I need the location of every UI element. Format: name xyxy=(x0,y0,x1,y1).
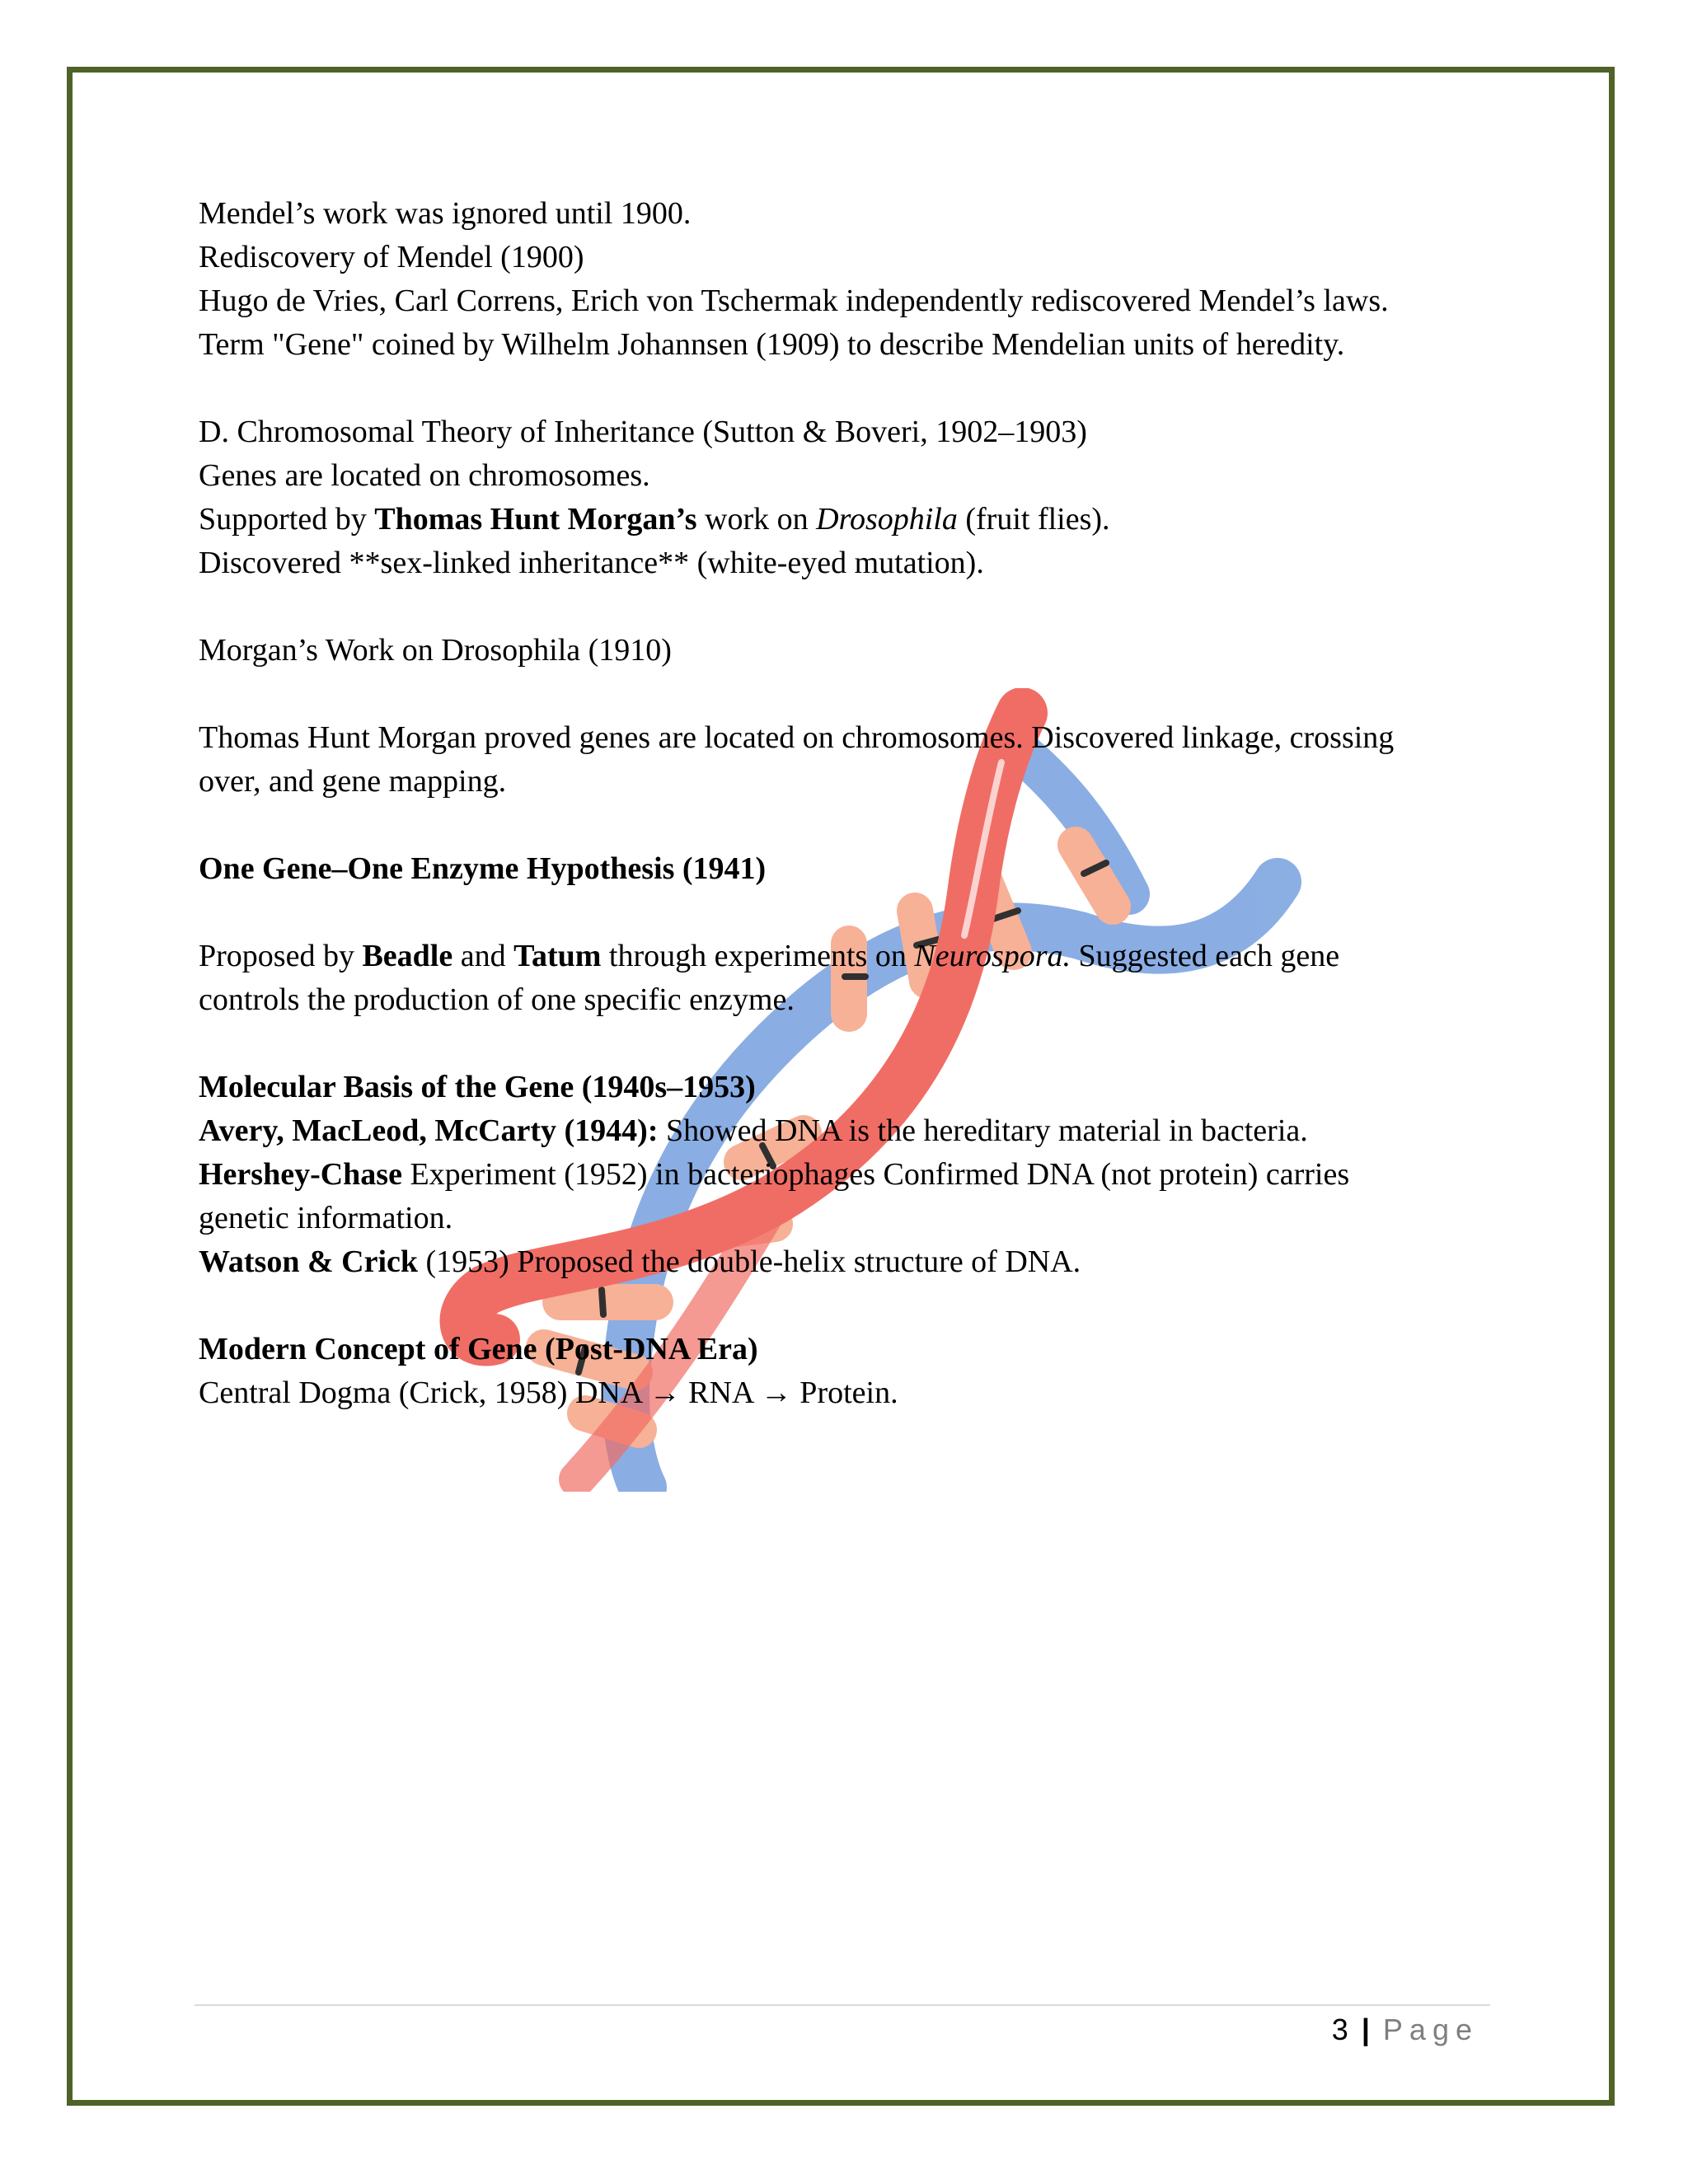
footer-divider xyxy=(195,2004,1490,2006)
section-heading: Morgan’s Work on Drosophila (1910) xyxy=(199,633,672,668)
page-label: Page xyxy=(1382,2013,1479,2046)
text-line: Proposed by Beadle and Tatum through experiments on Neurospora. Suggested each gene xyxy=(199,939,1340,973)
text-line: Term "Gene" coined by Wilhelm Johannsen (1909) to describe Mendelian units of heredity. xyxy=(199,327,1345,362)
text-line: Genes are located on chromosomes. xyxy=(199,458,650,493)
text-line: Hershey-Chase Experiment (1952) in bacteriophages Confirmed DNA (not protein) carries xyxy=(199,1157,1350,1192)
section-heading: One Gene–One Enzyme Hypothesis (1941) xyxy=(199,851,767,886)
text-line: Avery, MacLeod, McCarty (1944): Showed DNA is the hereditary material in bacteria. xyxy=(199,1113,1308,1148)
text-line: Mendel’s work was ignored until 1900. xyxy=(199,196,692,231)
page-footer xyxy=(1332,2008,1479,2052)
page-body xyxy=(199,192,1517,1415)
text-line: Discovered **sex-linked inheritance** (white-eyed mutation). xyxy=(199,546,984,580)
section-heading: D. Chromosomal Theory of Inheritance (Sutton & Boveri, 1902–1903) xyxy=(199,415,1087,449)
text-line: Thomas Hunt Morgan proved genes are located on chromosomes. Discovered linkage, crossing xyxy=(199,720,1395,755)
text-line: Rediscovery of Mendel (1900) xyxy=(199,240,584,274)
text-line: Supported by Thomas Hunt Morgan’s work on Drosophila (fruit flies). xyxy=(199,502,1110,537)
text-line: controls the production of one specific enzyme. xyxy=(199,982,795,1017)
text-line: Watson & Crick (1953) Proposed the double-helix structure of DNA. xyxy=(199,1244,1081,1279)
text-line: Central Dogma (Crick, 1958) DNA → RNA → Protein. xyxy=(199,1376,898,1410)
footer-separator: | xyxy=(1361,2013,1370,2046)
text-line: genetic information. xyxy=(199,1201,453,1235)
page-number: 3 xyxy=(1331,2013,1348,2046)
section-heading: Molecular Basis of the Gene (1940s–1953) xyxy=(199,1070,756,1104)
section-heading: Modern Concept of Gene (Post-DNA Era) xyxy=(199,1332,758,1366)
text-line: Hugo de Vries, Carl Correns, Erich von Tschermak independently rediscovered Mendel’s laws. xyxy=(199,284,1389,318)
text-line: over, and gene mapping. xyxy=(199,764,507,799)
